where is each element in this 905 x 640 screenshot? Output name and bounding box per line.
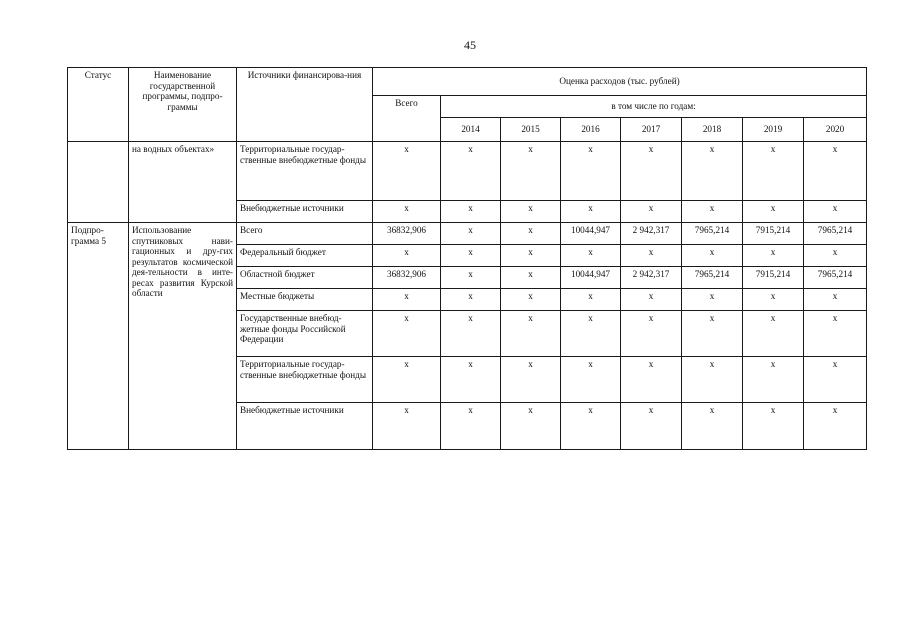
value-cell: x bbox=[441, 267, 501, 289]
value-cell: x bbox=[682, 289, 743, 311]
source-cell: Территориальные государ-ственные внебюджетные фонды bbox=[237, 142, 373, 201]
header-year: 2018 bbox=[682, 118, 743, 142]
source-cell: Местные бюджеты bbox=[237, 289, 373, 311]
header-year: 2015 bbox=[501, 118, 561, 142]
source-cell: Областной бюджет bbox=[237, 267, 373, 289]
header-year: 2017 bbox=[621, 118, 682, 142]
value-cell: x bbox=[682, 311, 743, 357]
header-estimate: Оценка расходов (тыс. рублей) bbox=[373, 68, 867, 96]
value-cell: x bbox=[441, 357, 501, 403]
header-program-name: Наименование государственной программы, подпро-граммы bbox=[129, 68, 237, 142]
program-name-cell: Использование спутниковых нави-гационных и дру-гих результатов космической дея-тельности в инте-ресах развития Курской области bbox=[129, 223, 237, 450]
value-cell: x bbox=[501, 223, 561, 245]
total-cell: 36832,906 bbox=[373, 223, 441, 245]
value-cell: x bbox=[743, 142, 804, 201]
header-by-years: в том числе по годам: bbox=[441, 96, 867, 118]
total-cell: x bbox=[373, 245, 441, 267]
value-cell: x bbox=[621, 201, 682, 223]
value-cell: x bbox=[621, 357, 682, 403]
value-cell: 7965,214 bbox=[804, 223, 867, 245]
source-cell: Внебюджетные источники bbox=[237, 201, 373, 223]
value-cell: x bbox=[561, 403, 621, 450]
value-cell: x bbox=[682, 403, 743, 450]
value-cell: x bbox=[441, 403, 501, 450]
header-year: 2019 bbox=[743, 118, 804, 142]
value-cell: x bbox=[501, 267, 561, 289]
value-cell: x bbox=[804, 201, 867, 223]
value-cell: 10044,947 bbox=[561, 267, 621, 289]
value-cell: x bbox=[561, 201, 621, 223]
value-cell: x bbox=[501, 403, 561, 450]
table-row bbox=[68, 223, 867, 245]
table-row bbox=[68, 142, 867, 201]
value-cell: x bbox=[743, 311, 804, 357]
value-cell: x bbox=[441, 142, 501, 201]
value-cell: x bbox=[743, 245, 804, 267]
status-cell bbox=[68, 142, 129, 223]
value-cell: 2 942,317 bbox=[621, 267, 682, 289]
value-cell: x bbox=[621, 142, 682, 201]
value-cell: 7965,214 bbox=[682, 223, 743, 245]
total-cell: x bbox=[373, 311, 441, 357]
value-cell: x bbox=[621, 311, 682, 357]
value-cell: x bbox=[621, 403, 682, 450]
value-cell: x bbox=[501, 357, 561, 403]
value-cell: x bbox=[743, 289, 804, 311]
header-year: 2020 bbox=[804, 118, 867, 142]
value-cell: x bbox=[743, 201, 804, 223]
header-year: 2016 bbox=[561, 118, 621, 142]
source-cell: Государственные внебюд-жетные фонды Российской Федерации bbox=[237, 311, 373, 357]
header-total: Всего bbox=[373, 96, 441, 142]
header-year: 2014 bbox=[441, 118, 501, 142]
value-cell: 7915,214 bbox=[743, 223, 804, 245]
value-cell: x bbox=[441, 311, 501, 357]
header-status: Статус bbox=[68, 68, 129, 142]
value-cell: 7915,214 bbox=[743, 267, 804, 289]
value-cell: x bbox=[561, 357, 621, 403]
total-cell: x bbox=[373, 289, 441, 311]
value-cell: 7965,214 bbox=[682, 267, 743, 289]
value-cell: x bbox=[561, 245, 621, 267]
value-cell: x bbox=[561, 311, 621, 357]
value-cell: x bbox=[682, 245, 743, 267]
value-cell: x bbox=[804, 289, 867, 311]
source-cell: Территориальные государ-ственные внебюджетные фонды bbox=[237, 357, 373, 403]
value-cell: 10044,947 bbox=[561, 223, 621, 245]
header-sources: Источники финансирова-ния bbox=[237, 68, 373, 142]
total-cell: x bbox=[373, 403, 441, 450]
value-cell: x bbox=[682, 201, 743, 223]
status-cell: Подпро-грамма 5 bbox=[68, 223, 129, 450]
source-cell: Федеральный бюджет bbox=[237, 245, 373, 267]
value-cell: x bbox=[561, 289, 621, 311]
program-name-cell: на водных объектах» bbox=[129, 142, 237, 223]
value-cell: x bbox=[501, 245, 561, 267]
value-cell: x bbox=[441, 223, 501, 245]
total-cell: x bbox=[373, 142, 441, 201]
value-cell: x bbox=[743, 357, 804, 403]
value-cell: x bbox=[804, 403, 867, 450]
value-cell: 7965,214 bbox=[804, 267, 867, 289]
value-cell: x bbox=[501, 289, 561, 311]
value-cell: x bbox=[804, 142, 867, 201]
value-cell: x bbox=[621, 245, 682, 267]
total-cell: x bbox=[373, 201, 441, 223]
value-cell: x bbox=[682, 142, 743, 201]
value-cell: x bbox=[743, 403, 804, 450]
value-cell: x bbox=[501, 142, 561, 201]
value-cell: x bbox=[501, 311, 561, 357]
value-cell: x bbox=[682, 357, 743, 403]
value-cell: x bbox=[441, 245, 501, 267]
total-cell: 36832,906 bbox=[373, 267, 441, 289]
value-cell: x bbox=[441, 201, 501, 223]
value-cell: x bbox=[441, 289, 501, 311]
expenditure-table bbox=[67, 67, 867, 450]
value-cell: x bbox=[621, 289, 682, 311]
value-cell: x bbox=[804, 357, 867, 403]
source-cell: Всего bbox=[237, 223, 373, 245]
value-cell: x bbox=[804, 311, 867, 357]
source-cell: Внебюджетные источники bbox=[237, 403, 373, 450]
page-number: 45 bbox=[464, 38, 476, 52]
value-cell: x bbox=[804, 245, 867, 267]
total-cell: x bbox=[373, 357, 441, 403]
value-cell: 2 942,317 bbox=[621, 223, 682, 245]
value-cell: x bbox=[501, 201, 561, 223]
value-cell: x bbox=[561, 142, 621, 201]
